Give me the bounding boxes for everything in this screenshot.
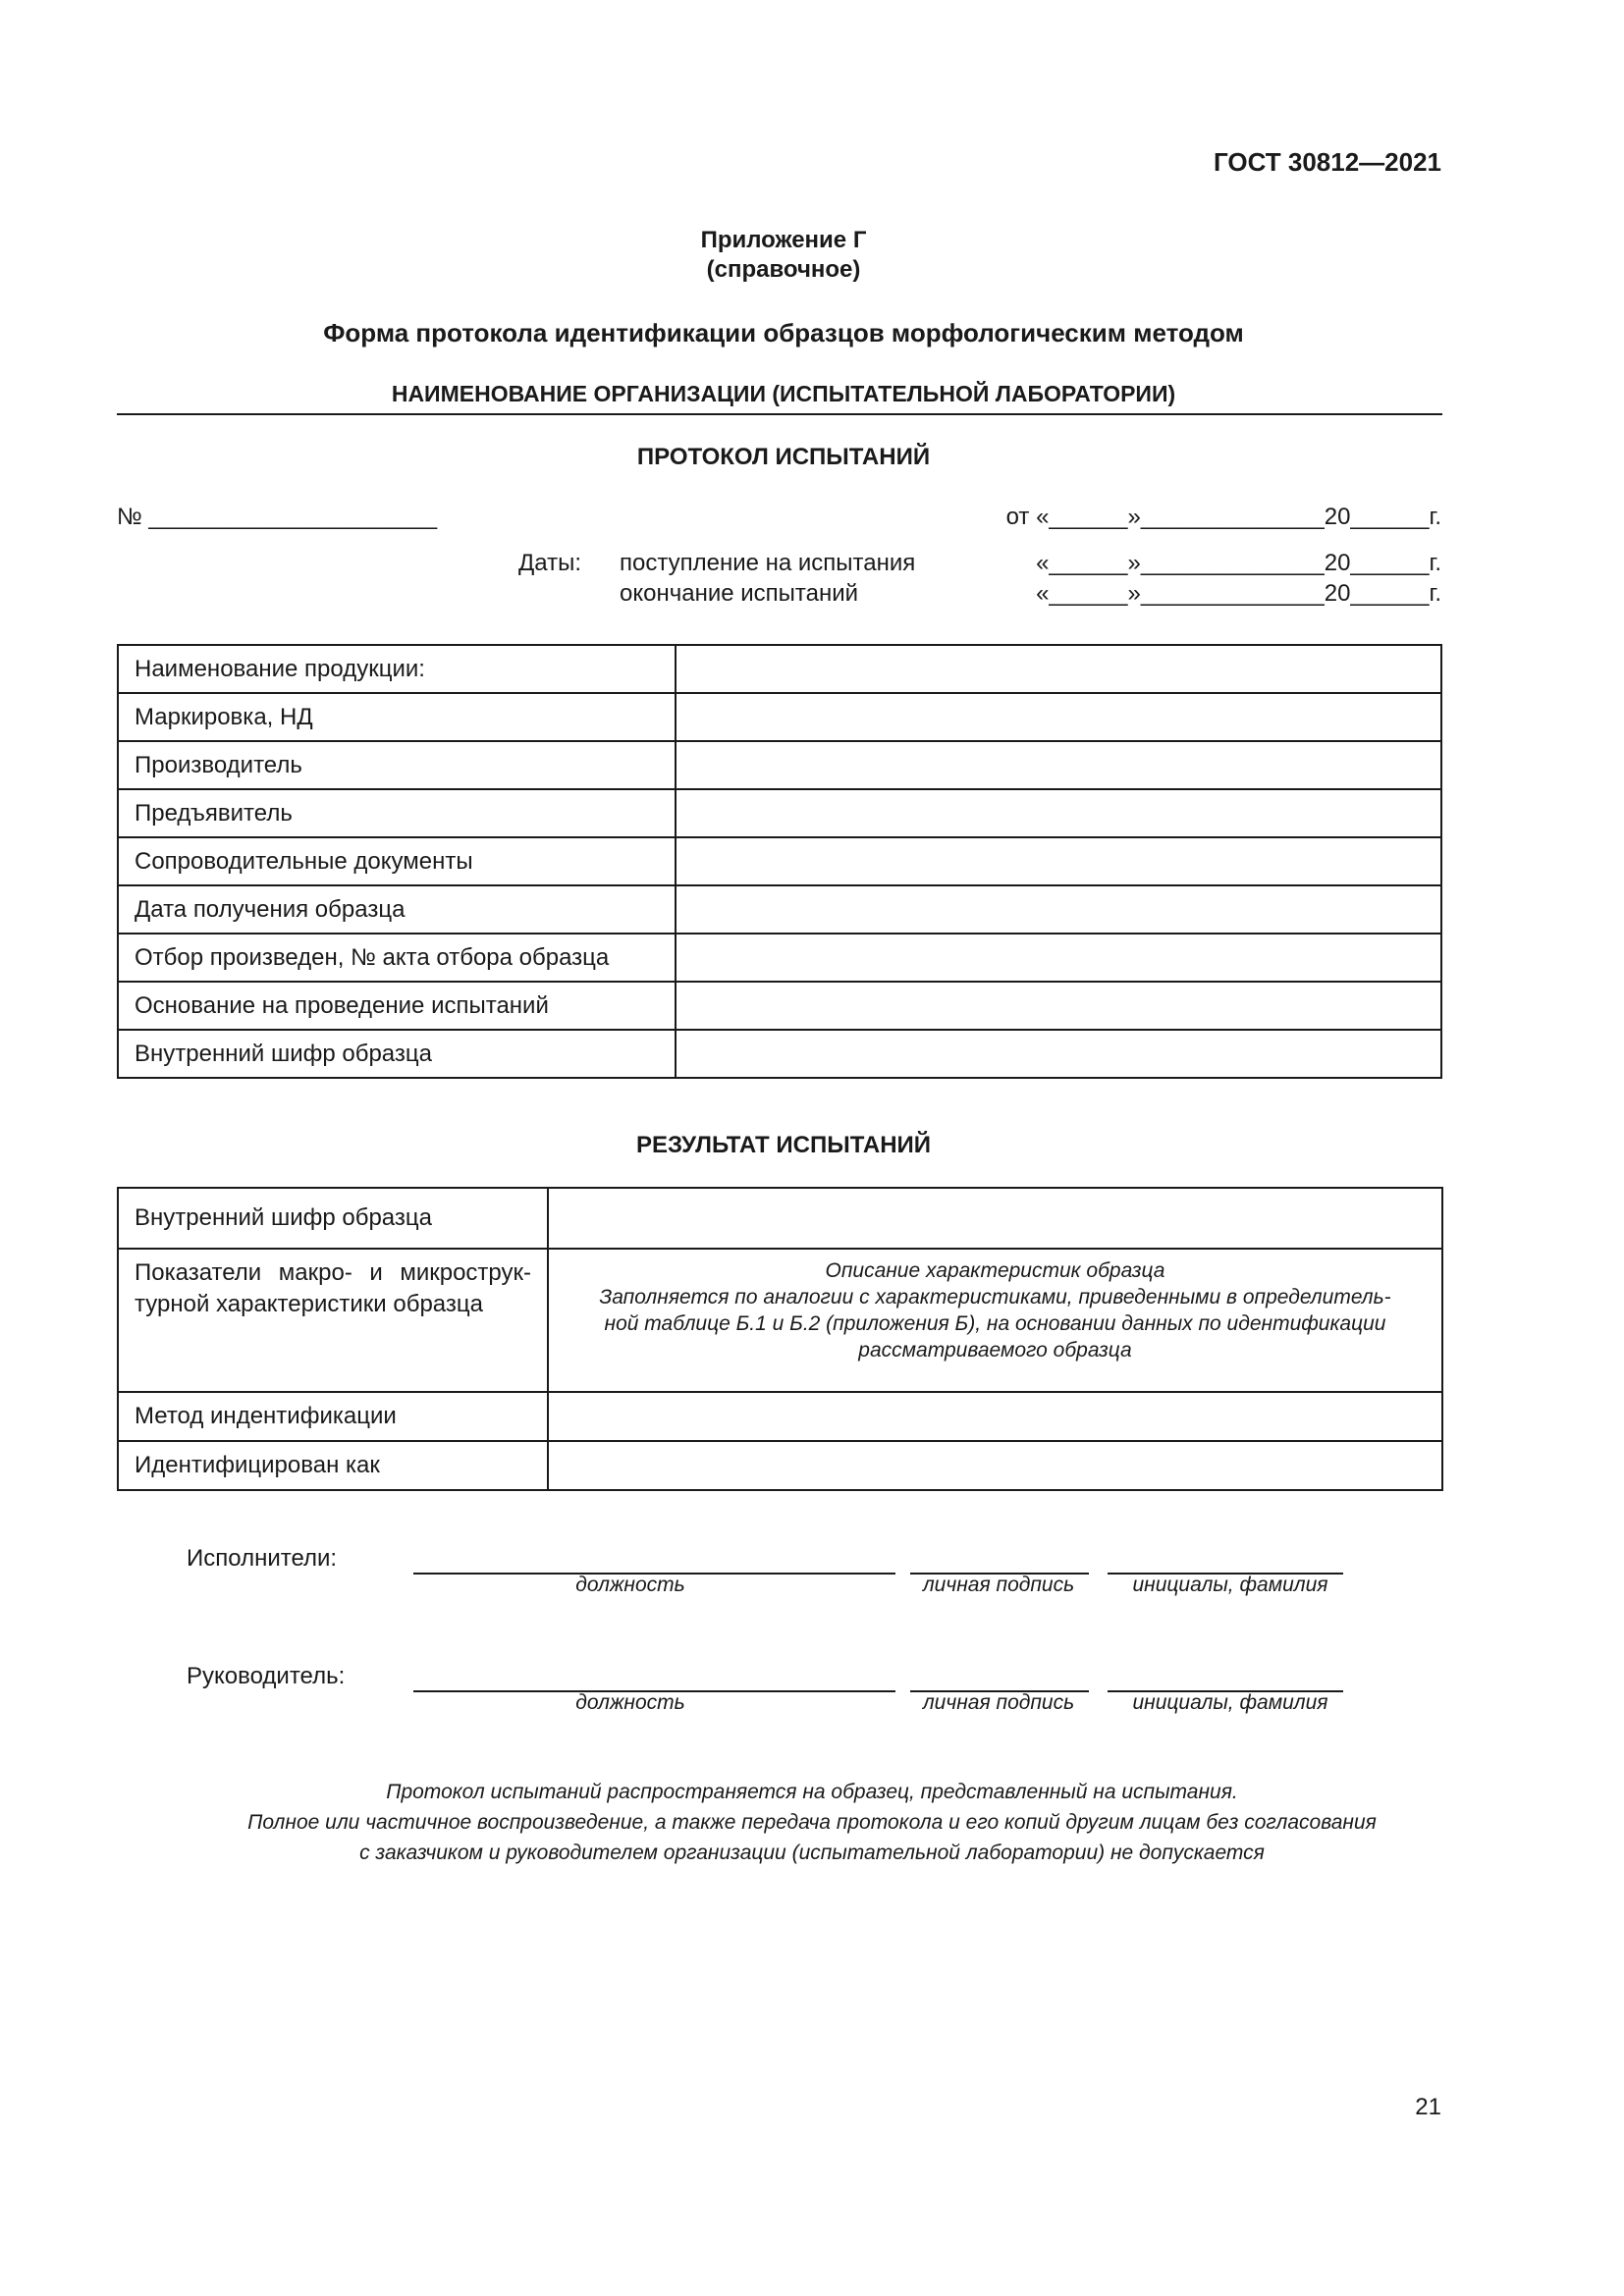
product-info-table bbox=[117, 644, 1442, 1079]
head-label: Руководитель: bbox=[187, 1663, 346, 1689]
organization-underline bbox=[117, 413, 1442, 415]
footer-line: Полное или частичное воспроизведение, а также передача протокола и его копий другим лицам без согласования bbox=[247, 1811, 1377, 1834]
row-label: Предъявитель bbox=[118, 789, 676, 837]
date-received-label: поступление на испытания bbox=[620, 550, 916, 576]
value-cell[interactable] bbox=[676, 741, 1441, 789]
value-cell[interactable] bbox=[676, 693, 1441, 741]
row-label: Метод индентификации bbox=[118, 1392, 548, 1441]
table-row bbox=[118, 1188, 1442, 1249]
table-row bbox=[118, 741, 1441, 789]
table-row bbox=[118, 789, 1441, 837]
row-label: Маркировка, НД bbox=[118, 693, 676, 741]
row-label: Внутренний шифр образца bbox=[118, 1030, 676, 1078]
value-cell[interactable] bbox=[676, 934, 1441, 982]
table-row bbox=[118, 645, 1441, 693]
row-label: Идентифицирован как bbox=[118, 1441, 548, 1490]
head-position-caption: должность bbox=[575, 1691, 685, 1714]
appendix-subtitle: (справочное) bbox=[706, 256, 861, 283]
table-row bbox=[118, 934, 1441, 982]
value-cell[interactable] bbox=[676, 1030, 1441, 1078]
protocol-date-field[interactable]: от «______»______________20______г. bbox=[1005, 504, 1441, 530]
executor-name-caption: инициалы, фамилия bbox=[1132, 1574, 1328, 1596]
row-label: Внутренний шифр образца bbox=[118, 1188, 548, 1249]
value-cell[interactable] bbox=[548, 1441, 1442, 1490]
table-row bbox=[118, 1392, 1442, 1441]
row-label: Производитель bbox=[118, 741, 676, 789]
value-cell[interactable] bbox=[548, 1392, 1442, 1441]
head-signature-caption: личная подпись bbox=[922, 1691, 1075, 1714]
date-completed-label: окончание испытаний bbox=[620, 580, 859, 607]
value-cell[interactable] bbox=[676, 645, 1441, 693]
executor-position-caption: должность bbox=[575, 1574, 685, 1596]
table-row bbox=[118, 1030, 1441, 1078]
form-title: Форма протокола идентификации образцов морфологическим методом bbox=[323, 318, 1244, 347]
footer-line: с заказчиком и руководителем организации (испытательной лаборатории) не допускается bbox=[359, 1842, 1265, 1864]
footer-line: Протокол испытаний распространяется на образец, представленный на испытания. bbox=[386, 1781, 1238, 1803]
standard-number: ГОСТ 30812—2021 bbox=[1214, 147, 1441, 177]
result-table bbox=[117, 1187, 1443, 1491]
row-label: Показатели макро- и микрострук- турной характеристики образца bbox=[118, 1249, 548, 1392]
footer-note bbox=[0, 1777, 1624, 1868]
description-line: Заполняется по аналогии с характеристиками, приведенными в определитель- bbox=[599, 1286, 1391, 1308]
date-completed-field[interactable]: «______»______________20______г. bbox=[1036, 580, 1441, 607]
description-line: рассматриваемого образца bbox=[858, 1339, 1132, 1362]
value-cell[interactable] bbox=[676, 885, 1441, 934]
executor-signature-caption: личная подпись bbox=[922, 1574, 1075, 1596]
result-title: РЕЗУЛЬТАТ ИСПЫТАНИЙ bbox=[635, 1132, 932, 1158]
protocol-number-field[interactable]: № ______________________ bbox=[117, 504, 438, 530]
appendix-heading bbox=[0, 226, 1567, 285]
row-label: Отбор произведен, № акта отбора образца bbox=[118, 934, 676, 982]
head-name-caption: инициалы, фамилия bbox=[1132, 1691, 1328, 1714]
appendix-title: Приложение Г bbox=[700, 227, 867, 253]
description-line: Описание характеристик образца bbox=[825, 1259, 1165, 1282]
value-cell[interactable] bbox=[676, 837, 1441, 885]
date-received-field[interactable]: «______»______________20______г. bbox=[1036, 550, 1441, 576]
row-label: Дата получения образца bbox=[118, 885, 676, 934]
table-row bbox=[118, 693, 1441, 741]
description-cell[interactable] bbox=[548, 1249, 1442, 1392]
value-cell[interactable] bbox=[676, 982, 1441, 1030]
table-row bbox=[118, 1441, 1442, 1490]
value-cell[interactable] bbox=[548, 1188, 1442, 1249]
dates-label: Даты: bbox=[518, 550, 581, 576]
executors-label: Исполнители: bbox=[187, 1545, 338, 1572]
value-cell[interactable] bbox=[676, 789, 1441, 837]
table-row bbox=[118, 885, 1441, 934]
organization-title: НАИМЕНОВАНИЕ ОРГАНИЗАЦИИ (ИСПЫТАТЕЛЬНОЙ ЛАБОРАТОРИИ) bbox=[391, 381, 1176, 406]
table-row bbox=[118, 837, 1441, 885]
table-row bbox=[118, 982, 1441, 1030]
description-line: ной таблице Б.1 и Б.2 (приложения Б), на основании данных по идентификации bbox=[604, 1312, 1386, 1335]
protocol-title: ПРОТОКОЛ ИСПЫТАНИЙ bbox=[636, 444, 931, 470]
row-label: Сопроводительные документы bbox=[118, 837, 676, 885]
row-label: Наименование продукции: bbox=[118, 645, 676, 693]
row-label: Основание на проведение испытаний bbox=[118, 982, 676, 1030]
page-number: 21 bbox=[1415, 2094, 1441, 2120]
table-row bbox=[118, 1249, 1442, 1392]
